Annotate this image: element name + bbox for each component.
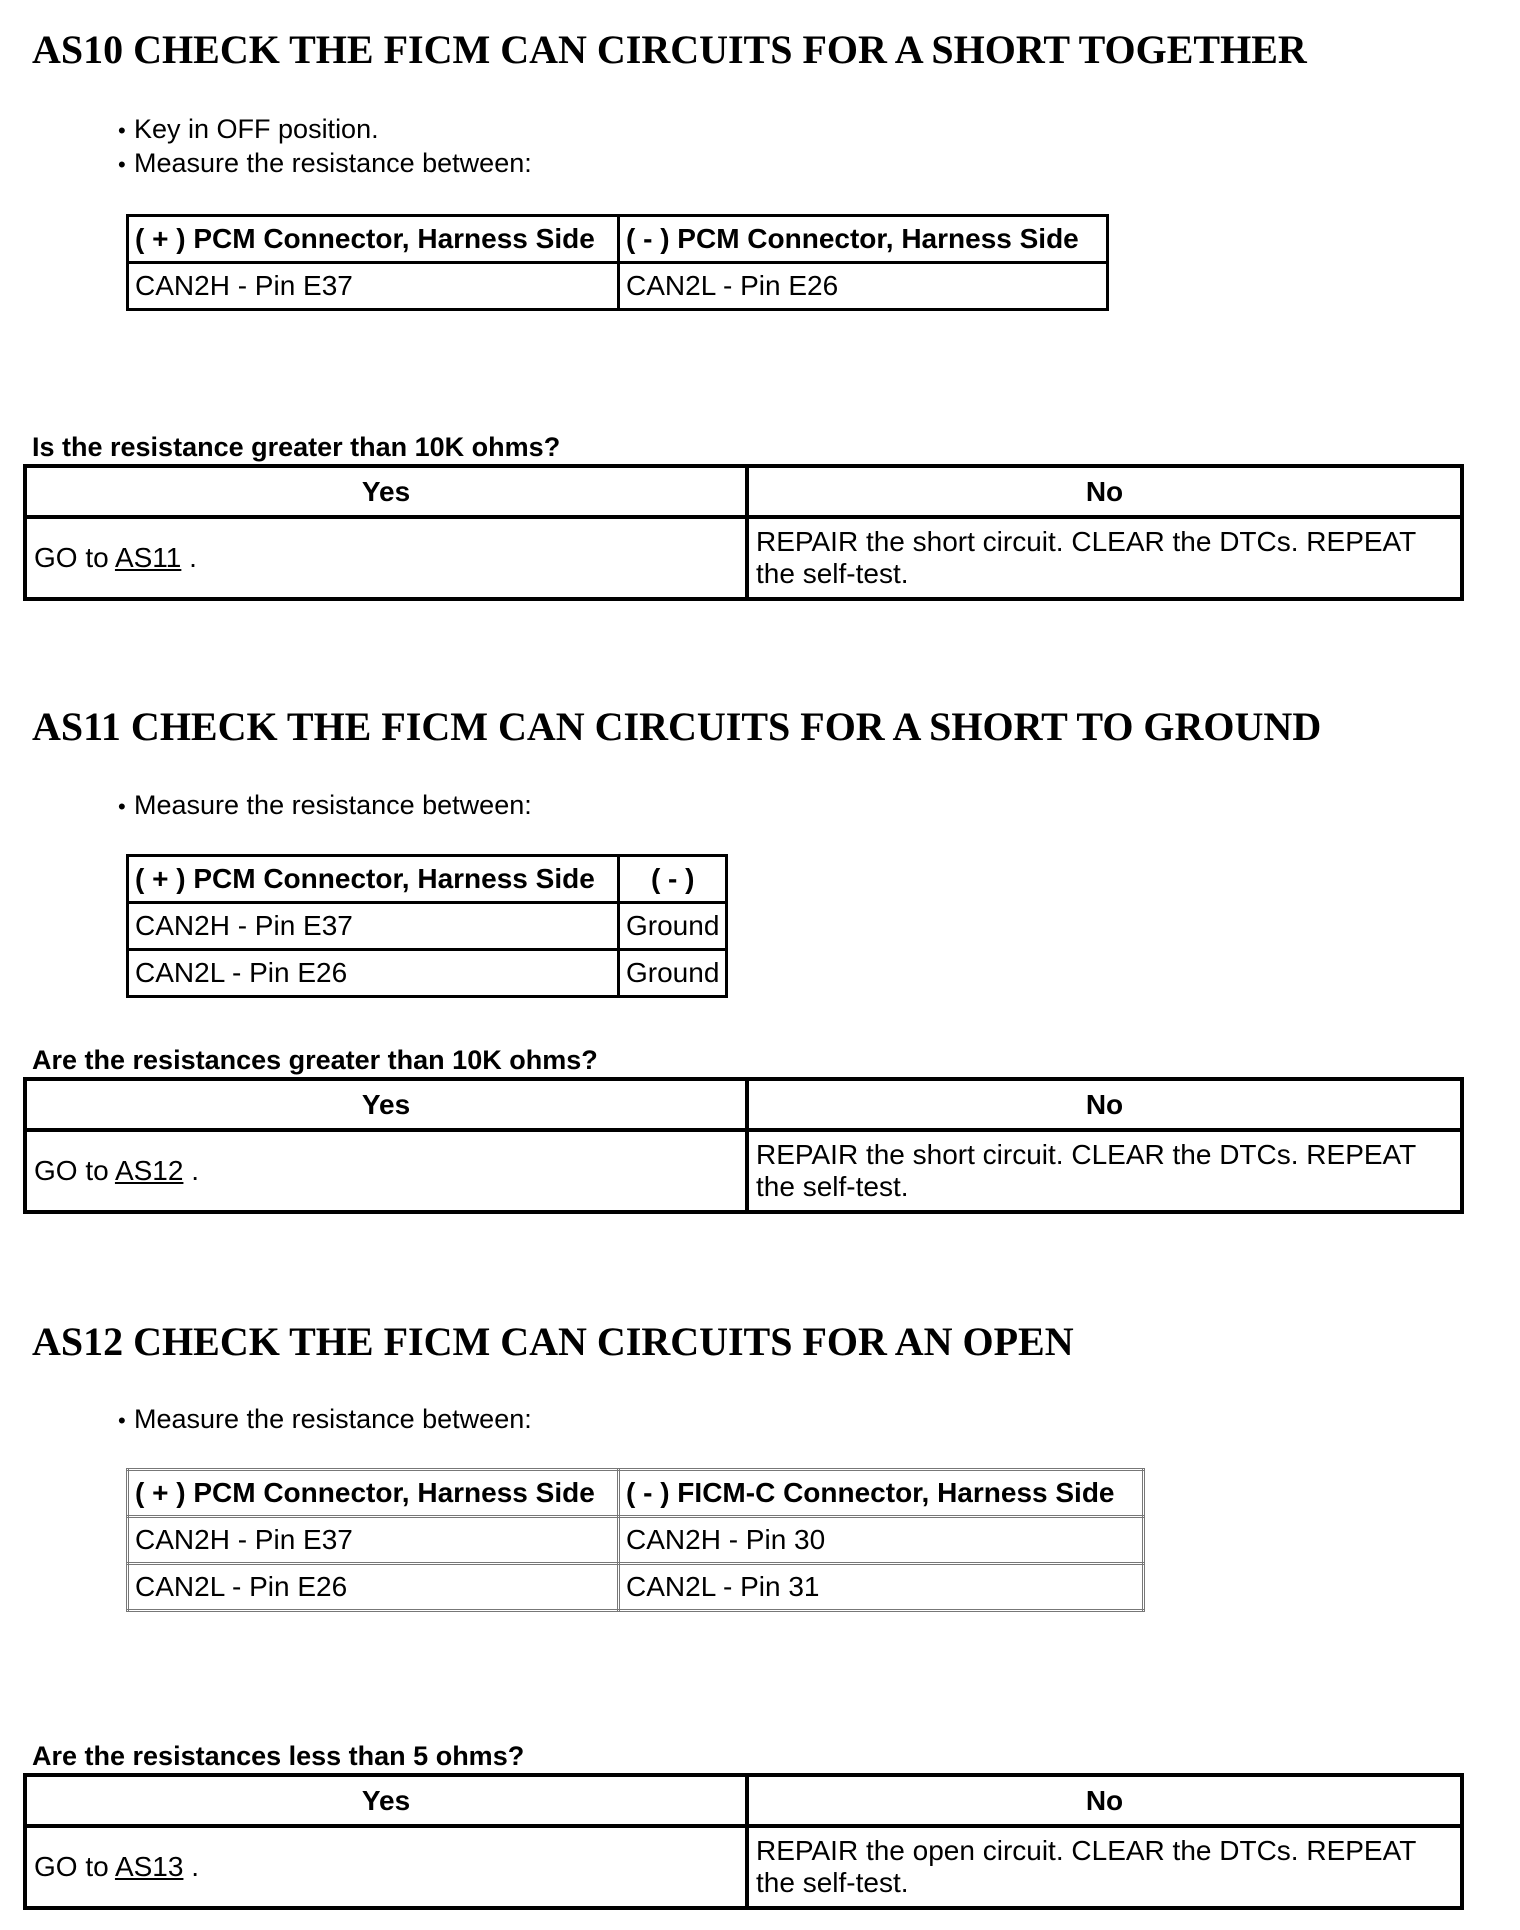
table-row — [128, 950, 727, 997]
table-row — [128, 903, 727, 950]
table-header-row — [128, 856, 727, 903]
decision-table-as10 — [23, 464, 1464, 601]
column-header-negative: ( - ) FICM-C Connector, Harness Side — [619, 1470, 1144, 1517]
yes-cell — [25, 1130, 747, 1212]
table-cell: Ground — [619, 950, 727, 997]
measurement-table-as10 — [126, 214, 1109, 311]
yes-cell — [25, 1826, 747, 1908]
yes-prefix: GO to — [34, 1155, 109, 1186]
decision-header-row — [25, 1775, 1462, 1826]
yes-header: Yes — [25, 466, 747, 517]
table-cell: CAN2H - Pin E37 — [128, 1517, 619, 1564]
no-cell: REPAIR the short circuit. CLEAR the DTCs. REPEAT the self-test. — [747, 1130, 1462, 1212]
table-cell: CAN2H - Pin 30 — [619, 1517, 1144, 1564]
question-as12: Are the resistances less than 5 ohms? — [32, 1741, 525, 1771]
bullet-item: • Measure the resistance between: — [118, 788, 532, 822]
yes-cell — [25, 517, 747, 599]
decision-row — [25, 1826, 1462, 1908]
step-title-as10: AS10 CHECK THE FICM CAN CIRCUITS FOR A SHORT TOGETHER — [32, 27, 1307, 72]
table-cell: CAN2L - Pin E26 — [128, 950, 619, 997]
yes-suffix: . — [191, 1851, 199, 1882]
question-as11: Are the resistances greater than 10K ohms? — [32, 1045, 598, 1075]
yes-header: Yes — [25, 1775, 747, 1826]
decision-header-row — [25, 1079, 1462, 1130]
table-row — [128, 263, 1108, 310]
goto-as13-link[interactable]: AS13 — [114, 1851, 184, 1882]
table-cell: CAN2L - Pin 31 — [619, 1564, 1144, 1611]
table-cell: CAN2L - Pin E26 — [128, 1564, 619, 1611]
column-header-positive: ( + ) PCM Connector, Harness Side — [128, 856, 619, 903]
yes-prefix: GO to — [34, 1851, 109, 1882]
table-header-row — [128, 216, 1108, 263]
table-cell: CAN2L - Pin E26 — [619, 263, 1108, 310]
yes-header: Yes — [25, 1079, 747, 1130]
no-header: No — [747, 466, 1462, 517]
decision-row — [25, 517, 1462, 599]
step-title-as11: AS11 CHECK THE FICM CAN CIRCUITS FOR A SHORT TO GROUND — [32, 704, 1322, 749]
no-cell: REPAIR the open circuit. CLEAR the DTCs. REPEAT the self-test. — [747, 1826, 1462, 1908]
column-header-negative: ( - ) PCM Connector, Harness Side — [619, 216, 1108, 263]
no-cell: REPAIR the short circuit. CLEAR the DTCs. REPEAT the self-test. — [747, 517, 1462, 599]
bullet-item: • Measure the resistance between: — [118, 1402, 532, 1436]
bullet-item: • Measure the resistance between: — [118, 146, 532, 180]
bullet-item: • Key in OFF position. — [118, 112, 532, 146]
table-row — [128, 1564, 1144, 1611]
decision-table-as11 — [23, 1077, 1464, 1214]
table-cell: CAN2H - Pin E37 — [128, 263, 619, 310]
goto-as12-link[interactable]: AS12 — [114, 1155, 184, 1186]
step-bullets-as11 — [118, 788, 532, 822]
step-bullets-as12 — [118, 1402, 532, 1436]
step-title-as12: AS12 CHECK THE FICM CAN CIRCUITS FOR AN OPEN — [32, 1319, 1074, 1364]
yes-suffix: . — [191, 1155, 199, 1186]
column-header-negative: ( - ) — [619, 856, 727, 903]
column-header-positive: ( + ) PCM Connector, Harness Side — [128, 1470, 619, 1517]
column-header-positive: ( + ) PCM Connector, Harness Side — [128, 216, 619, 263]
no-header: No — [747, 1775, 1462, 1826]
table-header-row — [128, 1470, 1144, 1517]
yes-suffix: . — [189, 542, 197, 573]
measurement-table-as12 — [126, 1468, 1145, 1612]
table-cell: Ground — [619, 903, 727, 950]
yes-prefix: GO to — [34, 542, 109, 573]
no-header: No — [747, 1079, 1462, 1130]
table-row — [128, 1517, 1144, 1564]
question-as10: Is the resistance greater than 10K ohms? — [32, 432, 561, 462]
table-cell: CAN2H - Pin E37 — [128, 903, 619, 950]
measurement-table-as11 — [126, 854, 728, 998]
step-bullets-as10 — [118, 112, 532, 180]
decision-header-row — [25, 466, 1462, 517]
decision-row — [25, 1130, 1462, 1212]
decision-table-as12 — [23, 1773, 1464, 1910]
goto-as11-link[interactable]: AS11 — [114, 542, 182, 573]
